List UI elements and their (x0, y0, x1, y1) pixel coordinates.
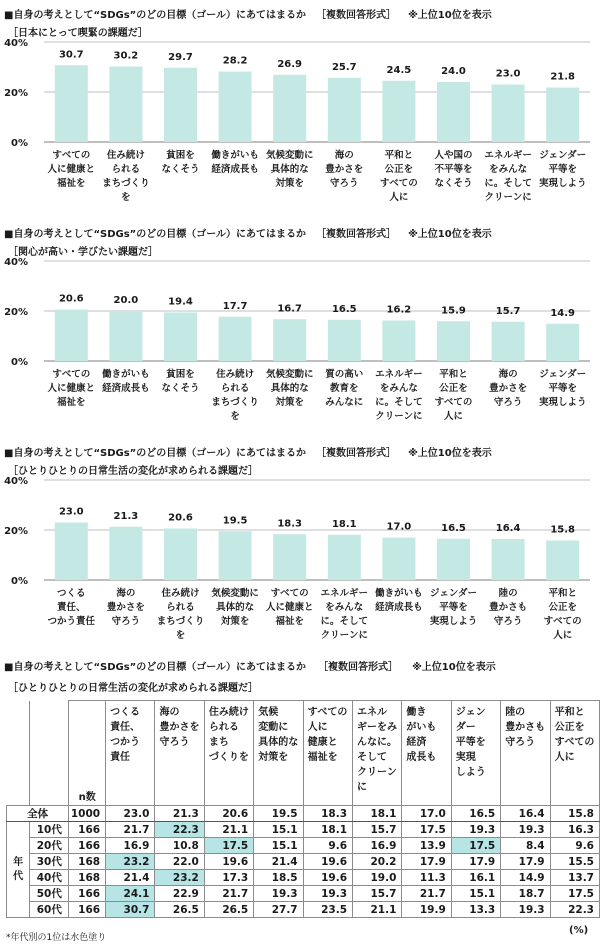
value-cell: 16.5 (451, 806, 500, 822)
x-tick-label: 福祉を (275, 616, 304, 627)
n-count-cell: 168 (69, 854, 106, 870)
value-cell: 15.1 (254, 822, 303, 838)
x-tick-label: 豊かさも (489, 602, 528, 613)
x-tick-label: 経済成長も (102, 383, 150, 394)
chart-subtitle: ［関心が高い・学びたい課題だ］ (8, 247, 158, 258)
x-tick-label: まちづくり (102, 178, 150, 189)
data-label: 15.7 (495, 305, 521, 317)
value-cell: 9.6 (303, 838, 352, 854)
x-tick-label: 陸の (498, 588, 518, 599)
value-cell: 13.9 (402, 838, 451, 854)
x-tick-label: 気候変動に (265, 150, 314, 161)
value-cell: 15.8 (550, 806, 599, 822)
value-cell: 17.9 (451, 854, 500, 870)
n-count-cell: 166 (69, 902, 106, 918)
n-count-cell: 166 (69, 822, 106, 838)
x-tick-label: 平和と (439, 369, 468, 380)
bar (492, 539, 525, 580)
x-tick-label: 住み続け (106, 150, 145, 161)
value-cell: 21.3 (155, 806, 204, 822)
data-label: 25.7 (331, 61, 357, 73)
bar (328, 320, 361, 361)
row-label: 全体 (7, 806, 69, 822)
data-label: 20.0 (113, 295, 139, 306)
x-tick-label: 人に健康と (47, 383, 96, 394)
x-tick-label: エネルギー (320, 588, 369, 599)
value-cell: 19.3 (303, 886, 352, 902)
value-cell: 13.7 (550, 870, 599, 886)
x-tick-label: に。そして (484, 178, 532, 189)
bar (546, 541, 579, 581)
data-label: 15.9 (441, 305, 466, 317)
x-tick-label: 公正を (384, 164, 414, 175)
bar (219, 72, 252, 143)
value-cell: 20.2 (353, 854, 402, 870)
value-cell: 19.0 (353, 870, 402, 886)
x-tick-label: 具体的な (216, 602, 255, 613)
data-label: 20.6 (58, 293, 84, 305)
x-tick-label: 平和と (384, 150, 414, 161)
bar (382, 538, 415, 581)
x-tick-label: 住み続け (216, 369, 255, 380)
data-label: 16.7 (277, 303, 303, 315)
column-header: エネル ギーをみ んなに。 そして クリーン に (353, 701, 402, 806)
x-tick-label: をみんな (489, 164, 528, 175)
bar (328, 535, 361, 580)
data-label: 19.5 (222, 515, 248, 527)
value-cell: 19.6 (303, 870, 352, 886)
x-tick-label: 福祉を (57, 178, 86, 189)
x-tick-label: 働きがいも (102, 369, 150, 380)
value-cell: 21.4 (254, 854, 303, 870)
header-blank-cell (7, 701, 30, 806)
value-cell: 19.6 (303, 854, 352, 870)
y-tick-label: 40% (4, 476, 28, 487)
chart-title: ■自身の考えとして“SDGs”のどの目標（ゴール）にあてはまるか ［複数回答形式］ ※上位10位を表示 (4, 10, 492, 21)
value-cell: 18.1 (303, 822, 352, 838)
x-tick-label: 人に (443, 411, 464, 422)
x-tick-label: クリーンに (484, 192, 532, 203)
bar (109, 527, 142, 580)
data-label: 30.7 (58, 49, 84, 61)
table-header-row (7, 701, 600, 806)
value-cell: 21.7 (106, 822, 155, 838)
x-tick-label: つかう責任 (47, 616, 96, 627)
value-cell: 26.5 (155, 902, 204, 918)
data-label: 17.7 (222, 300, 248, 312)
chart-panel-1 (0, 6, 600, 221)
value-cell: 16.1 (451, 870, 500, 886)
x-tick-label: 経済成長も (211, 164, 259, 175)
value-cell: 17.9 (402, 854, 451, 870)
x-tick-label: 人や国の (434, 150, 473, 161)
bar (55, 523, 88, 581)
data-label: 19.4 (168, 296, 193, 308)
x-tick-label: 平等を (548, 164, 577, 175)
value-cell: 18.7 (501, 886, 550, 902)
x-tick-label: 貧困を (166, 369, 195, 380)
x-tick-label: エネルギー (484, 150, 532, 161)
x-tick-label: 海の (334, 150, 354, 161)
value-cell: 16.9 (353, 838, 402, 854)
x-tick-label: すべての (52, 369, 91, 380)
bar (273, 319, 306, 361)
x-tick-label: なくそう (161, 164, 200, 175)
x-tick-label: 守ろう (330, 178, 359, 189)
data-label: 16.2 (386, 304, 412, 316)
y-tick-label: 20% (4, 88, 28, 99)
value-cell: 16.4 (501, 806, 550, 822)
x-tick-label: 実現しよう (429, 616, 478, 627)
value-cell: 13.3 (451, 902, 500, 918)
x-tick-label: 具体的な (270, 383, 309, 394)
x-tick-label: 働きがいも (211, 150, 259, 161)
chart-panel-3 (0, 444, 600, 659)
data-label: 20.6 (168, 512, 193, 524)
x-tick-label: すべての (379, 178, 418, 189)
x-tick-label: すべての (434, 397, 473, 408)
value-cell: 17.5 (402, 822, 451, 838)
data-label: 17.0 (386, 521, 412, 533)
y-tick-label: 20% (4, 526, 28, 537)
x-tick-label: を (175, 630, 186, 641)
x-tick-label: すべての (52, 150, 91, 161)
value-cell: 19.9 (402, 902, 451, 918)
value-cell: 16.3 (550, 822, 599, 838)
value-cell: 21.7 (204, 886, 253, 902)
value-cell: 21.4 (106, 870, 155, 886)
x-tick-label: をみんな (325, 602, 364, 613)
x-tick-label: 平和と (548, 588, 577, 599)
data-label: 14.9 (550, 307, 576, 319)
x-tick-label: をみんな (379, 383, 418, 394)
bar (492, 85, 525, 143)
header-blank-cell (30, 701, 69, 806)
data-label: 21.8 (550, 71, 576, 83)
value-cell: 19.3 (254, 886, 303, 902)
column-header: 平和と 公正を すべての 人に (550, 701, 599, 806)
table-row (7, 902, 600, 918)
row-label: 20代 (30, 838, 69, 854)
row-label: 30代 (30, 854, 69, 870)
x-tick-label: 具体的な (270, 164, 309, 175)
column-header: すべての 人に 健康と 福祉を (303, 701, 352, 806)
data-label: 18.1 (331, 518, 357, 530)
data-label: 28.2 (222, 55, 248, 67)
row-label: 10代 (30, 822, 69, 838)
x-tick-label: 人に (389, 192, 409, 203)
table-row (7, 822, 600, 838)
value-cell: 23.5 (303, 902, 352, 918)
y-tick-label: 0% (11, 138, 28, 149)
column-header: 海の 豊かさを 守ろう (155, 701, 204, 806)
n-count-cell: 168 (69, 870, 106, 886)
x-tick-label: 貧困を (166, 150, 195, 161)
bar (164, 313, 197, 362)
bar (164, 68, 197, 142)
value-cell: 18.3 (303, 806, 352, 822)
value-cell: 15.1 (254, 838, 303, 854)
x-tick-label: 海の (498, 369, 518, 380)
value-cell: 17.5 (204, 838, 253, 854)
chart-title: ■自身の考えとして“SDGs”のどの目標（ゴール）にあてはまるか ［複数回答形式］ ※上位10位を表示 (4, 229, 492, 240)
bar-chart (0, 225, 600, 440)
bar (546, 324, 579, 361)
bar (437, 539, 470, 580)
y-tick-label: 0% (11, 576, 28, 587)
x-tick-label: を (230, 411, 240, 422)
bar (437, 321, 470, 361)
value-cell: 11.3 (402, 870, 451, 886)
value-cell: 22.3 (155, 822, 204, 838)
bar-chart (0, 6, 600, 221)
data-label: 23.0 (495, 68, 521, 80)
x-tick-label: 人に (553, 630, 573, 641)
column-header: 働き がいも 経済 成長も (402, 701, 451, 806)
column-header: 陸の 豊かさも 守ろう (501, 701, 550, 806)
value-cell: 19.5 (254, 806, 303, 822)
table-row (7, 806, 600, 822)
data-label: 21.3 (113, 510, 139, 522)
x-tick-label: に。そして (320, 616, 369, 627)
bar (109, 67, 142, 143)
age-breakdown-table (6, 700, 600, 918)
x-tick-label: 対策を (275, 397, 304, 408)
x-tick-label: すべての (543, 616, 582, 627)
column-header: つくる 責任、 つかう 責任 (106, 701, 155, 806)
chart-title: ■自身の考えとして“SDGs”のどの目標（ゴール）にあてはまるか ［複数回答形式］ ※上位10位を表示 (4, 448, 492, 459)
table-row (7, 838, 600, 854)
x-tick-label: 福祉を (57, 397, 86, 408)
bar-chart (0, 444, 600, 659)
data-label: 23.0 (58, 506, 84, 518)
value-cell: 21.1 (204, 822, 253, 838)
x-tick-label: られる (220, 383, 250, 394)
data-label: 29.7 (168, 51, 193, 63)
bar (164, 529, 197, 581)
bar (219, 531, 252, 580)
value-cell: 20.6 (204, 806, 253, 822)
x-tick-label: ジェンダー (539, 369, 587, 380)
data-label: 16.5 (441, 522, 466, 534)
value-cell: 19.3 (501, 902, 550, 918)
value-cell: 17.3 (204, 870, 253, 886)
x-tick-label: ジェンダー (430, 588, 477, 599)
value-cell: 22.9 (155, 886, 204, 902)
value-cell: 10.8 (155, 838, 204, 854)
table-row (7, 886, 600, 902)
bar (328, 78, 361, 142)
x-tick-label: 豊かさを (489, 383, 528, 394)
table-subtitle: ［ひとりひとりの日常生活の変化が求められる課題だ］ (8, 683, 258, 694)
x-tick-label: すべての (270, 588, 309, 599)
value-cell: 21.7 (402, 886, 451, 902)
x-tick-label: 不平等を (434, 164, 473, 175)
value-cell: 19.3 (501, 822, 550, 838)
value-cell: 21.1 (353, 902, 402, 918)
x-tick-label: なくそう (434, 178, 473, 189)
unit-label: (%) (569, 925, 589, 936)
n-count-header: n数 (69, 701, 106, 806)
x-tick-label: 平等を (548, 383, 577, 394)
x-tick-label: 教育を (330, 383, 359, 394)
value-cell: 15.7 (353, 822, 402, 838)
data-label: 26.9 (277, 58, 303, 70)
value-cell: 23.0 (106, 806, 155, 822)
data-label: 18.3 (277, 518, 303, 530)
column-header: 住み続け られる まち づくりを (204, 701, 253, 806)
x-tick-label: まちづくり (211, 397, 259, 408)
y-tick-label: 40% (4, 38, 28, 49)
x-tick-label: クリーンに (375, 411, 423, 422)
x-tick-label: クリーンに (320, 630, 368, 641)
footnote: *年代別の1位は水色塗り (6, 933, 107, 943)
bar (273, 534, 306, 580)
data-label: 16.5 (331, 303, 357, 315)
value-cell: 22.0 (155, 854, 204, 870)
value-cell: 14.9 (501, 870, 550, 886)
data-label: 30.2 (113, 50, 139, 62)
x-tick-label: られる (166, 602, 195, 613)
value-cell: 19.3 (451, 822, 500, 838)
bar (219, 317, 252, 361)
table-row (7, 854, 600, 870)
bar (546, 88, 579, 143)
x-tick-label: 豊かさを (325, 164, 364, 175)
value-cell: 30.7 (106, 902, 155, 918)
row-label: 40代 (30, 870, 69, 886)
value-cell: 15.1 (451, 886, 500, 902)
value-cell: 8.4 (501, 838, 550, 854)
x-tick-label: ジェンダー (539, 150, 587, 161)
table-row (7, 870, 600, 886)
x-tick-label: 気候変動に (265, 369, 314, 380)
value-cell: 15.7 (353, 886, 402, 902)
value-cell: 17.9 (501, 854, 550, 870)
data-label: 24.5 (386, 64, 412, 76)
table-title: ■自身の考えとして“SDGs”のどの目標（ゴール）にあてはまるか ［複数回答形式］ ※上位10位を表示 (4, 662, 496, 673)
row-label: 60代 (30, 902, 69, 918)
bar (273, 75, 306, 142)
x-tick-label: 気候変動に (211, 588, 259, 599)
bar (55, 310, 88, 362)
x-tick-label: なくそう (161, 383, 200, 394)
x-tick-label: 対策を (220, 616, 250, 627)
chart-subtitle: ［ひとりひとりの日常生活の変化が求められる課題だ］ (8, 466, 258, 477)
column-header: ジェン ダー 平等を 実現 しよう (451, 701, 500, 806)
x-tick-label: られる (111, 164, 141, 175)
x-tick-label: 海の (116, 588, 136, 599)
x-tick-label: 平等を (439, 602, 468, 613)
n-count-cell: 1000 (69, 806, 106, 822)
n-count-cell: 166 (69, 886, 106, 902)
bar (382, 321, 415, 362)
bar (55, 65, 88, 142)
x-tick-label: 豊かさを (106, 602, 145, 613)
x-tick-label: 人に健康と (265, 602, 314, 613)
data-label: 15.8 (550, 524, 576, 536)
bar (109, 311, 142, 361)
y-tick-label: 40% (4, 257, 28, 268)
value-cell: 23.2 (155, 870, 204, 886)
x-tick-label: 経済成長も (375, 602, 423, 613)
value-cell: 9.6 (550, 838, 599, 854)
x-tick-label: 働きがいも (375, 588, 423, 599)
x-tick-label: 公正を (548, 602, 577, 613)
x-tick-label: 守ろう (111, 616, 141, 627)
x-tick-label: まちづくり (156, 616, 205, 627)
x-tick-label: つくる (57, 588, 86, 599)
value-cell: 18.5 (254, 870, 303, 886)
x-tick-label: エネルギー (375, 369, 423, 380)
value-cell: 18.1 (353, 806, 402, 822)
x-tick-label: 対策を (275, 178, 304, 189)
value-cell: 26.5 (204, 902, 253, 918)
x-tick-label: みんなに (325, 397, 364, 408)
x-tick-label: 責任、 (57, 602, 86, 613)
value-cell: 16.9 (106, 838, 155, 854)
value-cell: 19.6 (204, 854, 253, 870)
chart-panel-2 (0, 225, 600, 440)
n-count-cell: 166 (69, 838, 106, 854)
value-cell: 17.5 (550, 886, 599, 902)
x-tick-label: 実現しよう (538, 178, 587, 189)
x-tick-label: 守ろう (493, 397, 523, 408)
column-header: 気候 変動に 具体的な 対策を (254, 701, 303, 806)
row-label: 50代 (30, 886, 69, 902)
value-cell: 23.2 (106, 854, 155, 870)
value-cell: 24.1 (106, 886, 155, 902)
value-cell: 15.5 (550, 854, 599, 870)
value-cell: 17.5 (451, 838, 500, 854)
data-label: 24.0 (441, 66, 466, 77)
bar (437, 82, 470, 142)
x-tick-label: 住み続け (161, 588, 200, 599)
bar (382, 81, 415, 142)
x-tick-label: 公正を (439, 383, 468, 394)
value-cell: 22.3 (550, 902, 599, 918)
x-tick-label: 人に健康と (47, 164, 96, 175)
y-tick-label: 20% (4, 307, 28, 318)
group-label: 年 代 (7, 822, 30, 918)
bar (492, 322, 525, 361)
x-tick-label: 質の高い (325, 369, 364, 380)
data-label: 16.4 (495, 523, 521, 534)
x-tick-label: に。そして (375, 397, 423, 408)
y-tick-label: 0% (11, 357, 28, 368)
x-tick-label: を (121, 192, 131, 203)
value-cell: 17.0 (402, 806, 451, 822)
x-tick-label: 守ろう (493, 616, 523, 627)
value-cell: 27.7 (254, 902, 303, 918)
chart-subtitle: ［日本にとって喫緊の課題だ］ (8, 28, 148, 39)
x-tick-label: 実現しよう (538, 397, 587, 408)
